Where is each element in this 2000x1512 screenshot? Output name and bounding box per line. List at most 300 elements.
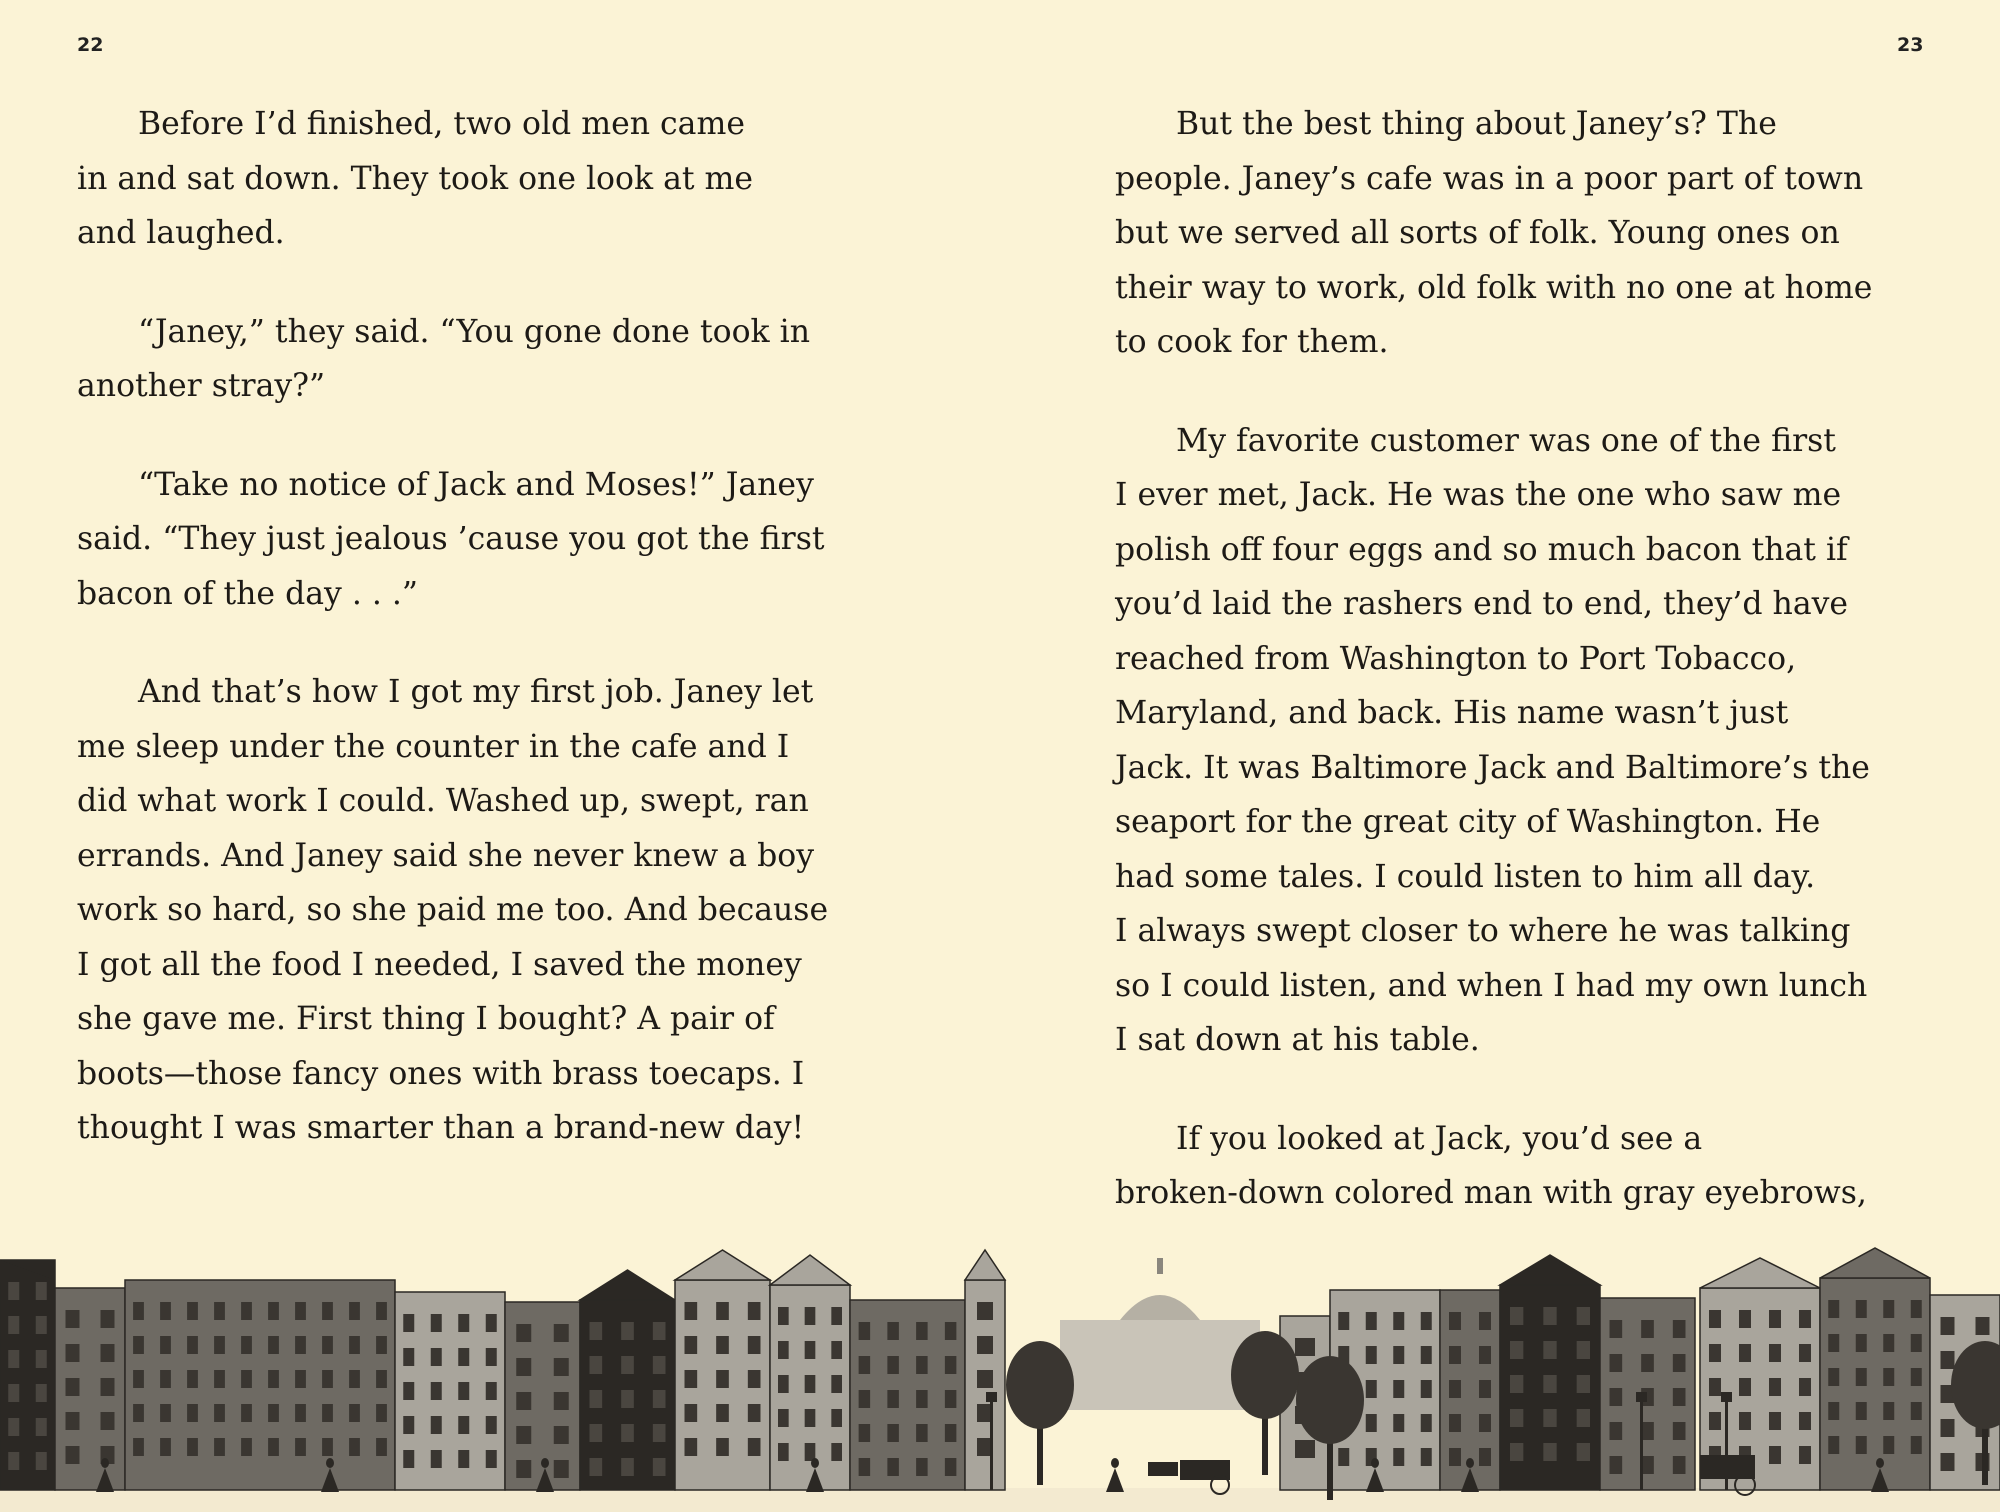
text-line: Before I’d finished, two old men came bbox=[138, 106, 745, 142]
window bbox=[1338, 1448, 1349, 1466]
window bbox=[349, 1336, 360, 1354]
window bbox=[1510, 1307, 1523, 1325]
window bbox=[1769, 1378, 1781, 1396]
window bbox=[1543, 1409, 1556, 1427]
building-roof bbox=[1700, 1258, 1820, 1288]
window bbox=[653, 1322, 666, 1340]
window bbox=[1543, 1443, 1556, 1461]
window bbox=[187, 1336, 198, 1354]
text-line: to cook for them. bbox=[1115, 324, 1389, 360]
figure-head bbox=[1111, 1458, 1119, 1468]
window bbox=[458, 1382, 469, 1400]
window bbox=[685, 1438, 698, 1456]
lamp-head bbox=[986, 1392, 997, 1402]
window bbox=[716, 1302, 729, 1320]
window bbox=[1856, 1436, 1867, 1454]
window bbox=[1366, 1312, 1377, 1330]
window bbox=[376, 1438, 387, 1456]
window bbox=[322, 1302, 333, 1320]
text-line: I always swept closer to where he was talking bbox=[1115, 913, 1851, 949]
window bbox=[101, 1378, 115, 1396]
window bbox=[1856, 1300, 1867, 1318]
window bbox=[621, 1424, 634, 1442]
window bbox=[1673, 1354, 1686, 1372]
window bbox=[1449, 1346, 1461, 1364]
window bbox=[66, 1412, 80, 1430]
capitol-building bbox=[1060, 1320, 1260, 1410]
window bbox=[1449, 1312, 1461, 1330]
window bbox=[376, 1370, 387, 1388]
window bbox=[458, 1314, 469, 1332]
window bbox=[653, 1356, 666, 1374]
lamp-post bbox=[990, 1400, 993, 1490]
window bbox=[1941, 1351, 1955, 1369]
window bbox=[431, 1314, 442, 1332]
window bbox=[403, 1348, 414, 1366]
window bbox=[748, 1438, 761, 1456]
page-number-right: 23 bbox=[1897, 34, 1924, 56]
window bbox=[187, 1438, 198, 1456]
window bbox=[1856, 1334, 1867, 1352]
window bbox=[1799, 1412, 1811, 1430]
window bbox=[1421, 1312, 1432, 1330]
window bbox=[1709, 1412, 1721, 1430]
window bbox=[805, 1307, 816, 1325]
window bbox=[1828, 1436, 1839, 1454]
window bbox=[1769, 1344, 1781, 1362]
text-line: bacon of the day . . .” bbox=[77, 575, 419, 612]
text-line: so I could listen, and when I had my own lunch bbox=[1115, 967, 1868, 1004]
figure-head bbox=[1371, 1458, 1379, 1468]
paragraph bbox=[1115, 1112, 1975, 1221]
window bbox=[1577, 1307, 1590, 1325]
text-line: another stray?” bbox=[77, 368, 326, 404]
window bbox=[1739, 1412, 1751, 1430]
window bbox=[778, 1375, 789, 1393]
paragraph bbox=[77, 665, 907, 1156]
window bbox=[1610, 1354, 1623, 1372]
window bbox=[554, 1460, 569, 1478]
building-roof bbox=[1500, 1255, 1600, 1285]
window bbox=[8, 1384, 19, 1402]
window bbox=[748, 1404, 761, 1422]
figure-head bbox=[1466, 1458, 1474, 1468]
window bbox=[431, 1416, 442, 1434]
window bbox=[376, 1336, 387, 1354]
window bbox=[241, 1336, 252, 1354]
tree-canopy bbox=[1231, 1331, 1299, 1419]
window bbox=[1911, 1300, 1922, 1318]
window bbox=[831, 1307, 842, 1325]
building-roof bbox=[580, 1270, 675, 1300]
window bbox=[160, 1404, 171, 1422]
window bbox=[295, 1438, 306, 1456]
window bbox=[101, 1310, 115, 1328]
window bbox=[187, 1370, 198, 1388]
window bbox=[1673, 1388, 1686, 1406]
text-line: But the best thing about Janey’s? The bbox=[1176, 106, 1777, 142]
window bbox=[322, 1438, 333, 1456]
window bbox=[516, 1392, 531, 1410]
window bbox=[295, 1370, 306, 1388]
window bbox=[1479, 1414, 1491, 1432]
window bbox=[685, 1404, 698, 1422]
text-line: I got all the food I needed, I saved the money bbox=[77, 946, 802, 983]
window bbox=[554, 1358, 569, 1376]
window bbox=[805, 1375, 816, 1393]
window bbox=[748, 1302, 761, 1320]
window bbox=[241, 1404, 252, 1422]
window bbox=[945, 1322, 957, 1340]
window bbox=[8, 1418, 19, 1436]
window bbox=[1543, 1307, 1556, 1325]
window bbox=[1577, 1341, 1590, 1359]
window bbox=[431, 1450, 442, 1468]
window bbox=[1295, 1338, 1315, 1356]
text-line: and laughed. bbox=[77, 215, 285, 251]
text-line: in and sat down. They took one look at me bbox=[77, 160, 754, 197]
window bbox=[1421, 1346, 1432, 1364]
window bbox=[1739, 1378, 1751, 1396]
window bbox=[859, 1458, 871, 1476]
window bbox=[376, 1302, 387, 1320]
window bbox=[187, 1302, 198, 1320]
window bbox=[1366, 1414, 1377, 1432]
window bbox=[945, 1356, 957, 1374]
text-line: Maryland, and back. His name wasn’t just bbox=[1115, 695, 1789, 731]
window bbox=[554, 1324, 569, 1342]
window bbox=[1510, 1409, 1523, 1427]
window bbox=[1673, 1320, 1686, 1338]
window bbox=[716, 1370, 729, 1388]
window bbox=[1856, 1368, 1867, 1386]
tree-canopy bbox=[1296, 1356, 1364, 1444]
text-line: people. Janey’s cafe was in a poor part of town bbox=[1115, 160, 1864, 197]
window bbox=[1366, 1380, 1377, 1398]
text-line: “Janey,” they said. “You gone done took in bbox=[138, 313, 811, 350]
window bbox=[1479, 1346, 1491, 1364]
window bbox=[214, 1438, 225, 1456]
text-line: boots—those fancy ones with brass toecaps. I bbox=[77, 1055, 805, 1092]
text-line: me sleep under the counter in the cafe and I bbox=[77, 728, 790, 765]
text-line: said. “They just jealous ’cause you got the first bbox=[77, 521, 825, 557]
window bbox=[887, 1322, 899, 1340]
window bbox=[1799, 1446, 1811, 1464]
window bbox=[1641, 1456, 1654, 1474]
window bbox=[160, 1302, 171, 1320]
window bbox=[268, 1302, 279, 1320]
paragraph bbox=[1115, 414, 1975, 1068]
text-line: seaport for the great city of Washington. He bbox=[1115, 804, 1821, 840]
window bbox=[458, 1416, 469, 1434]
window bbox=[778, 1341, 789, 1359]
window bbox=[1911, 1368, 1922, 1386]
text-line: their way to work, old folk with no one at home bbox=[1115, 269, 1873, 306]
window bbox=[945, 1424, 957, 1442]
window bbox=[241, 1370, 252, 1388]
window bbox=[653, 1390, 666, 1408]
window bbox=[101, 1344, 115, 1362]
window bbox=[1338, 1312, 1349, 1330]
window bbox=[831, 1341, 842, 1359]
building-roof bbox=[1820, 1248, 1930, 1278]
window bbox=[36, 1350, 47, 1368]
window bbox=[778, 1409, 789, 1427]
window bbox=[1883, 1368, 1894, 1386]
window bbox=[1673, 1456, 1686, 1474]
window bbox=[376, 1404, 387, 1422]
window bbox=[831, 1443, 842, 1461]
figure-body bbox=[1106, 1468, 1124, 1492]
window bbox=[1883, 1436, 1894, 1454]
window bbox=[1479, 1312, 1491, 1330]
window bbox=[36, 1282, 47, 1300]
window bbox=[1393, 1346, 1404, 1364]
window bbox=[748, 1336, 761, 1354]
window bbox=[1449, 1414, 1461, 1432]
window bbox=[133, 1302, 144, 1320]
window bbox=[1577, 1409, 1590, 1427]
left-page-text bbox=[77, 97, 907, 1200]
building-roof bbox=[675, 1250, 770, 1280]
paragraph bbox=[1115, 97, 1975, 370]
window bbox=[859, 1424, 871, 1442]
tree-canopy bbox=[1006, 1341, 1074, 1429]
window bbox=[685, 1370, 698, 1388]
figure-head bbox=[811, 1458, 819, 1468]
window bbox=[1769, 1310, 1781, 1328]
text-line: work so hard, so she paid me too. And because bbox=[77, 892, 829, 928]
window bbox=[133, 1438, 144, 1456]
window bbox=[945, 1458, 957, 1476]
window bbox=[1828, 1368, 1839, 1386]
window bbox=[295, 1302, 306, 1320]
window bbox=[859, 1322, 871, 1340]
window bbox=[1828, 1300, 1839, 1318]
window bbox=[486, 1416, 497, 1434]
window bbox=[590, 1356, 603, 1374]
window bbox=[748, 1370, 761, 1388]
window bbox=[486, 1450, 497, 1468]
window bbox=[486, 1382, 497, 1400]
figure-head bbox=[326, 1458, 334, 1468]
window bbox=[1709, 1378, 1721, 1396]
window bbox=[1421, 1448, 1432, 1466]
window bbox=[1641, 1422, 1654, 1440]
window bbox=[8, 1282, 19, 1300]
capitol-spire bbox=[1157, 1258, 1163, 1274]
window bbox=[66, 1310, 80, 1328]
text-line: you’d laid the rashers end to end, they’d have bbox=[1115, 586, 1849, 622]
street-scene-illustration bbox=[0, 1240, 2000, 1512]
window bbox=[187, 1404, 198, 1422]
window bbox=[1366, 1346, 1377, 1364]
window bbox=[295, 1336, 306, 1354]
building-roof bbox=[965, 1250, 1005, 1280]
window bbox=[1673, 1422, 1686, 1440]
text-line: My favorite customer was one of the first bbox=[1176, 422, 1836, 459]
window bbox=[887, 1356, 899, 1374]
window bbox=[887, 1458, 899, 1476]
window bbox=[516, 1460, 531, 1478]
window bbox=[1421, 1380, 1432, 1398]
window bbox=[1976, 1317, 1990, 1335]
window bbox=[403, 1450, 414, 1468]
window bbox=[295, 1404, 306, 1422]
window bbox=[349, 1302, 360, 1320]
window bbox=[486, 1314, 497, 1332]
window bbox=[214, 1302, 225, 1320]
window bbox=[1577, 1375, 1590, 1393]
window bbox=[621, 1356, 634, 1374]
horse bbox=[1148, 1462, 1178, 1476]
window bbox=[1610, 1422, 1623, 1440]
window bbox=[66, 1446, 80, 1464]
window bbox=[1577, 1443, 1590, 1461]
window bbox=[1799, 1378, 1811, 1396]
window bbox=[133, 1404, 144, 1422]
window bbox=[554, 1426, 569, 1444]
window bbox=[554, 1392, 569, 1410]
window bbox=[516, 1426, 531, 1444]
window bbox=[268, 1404, 279, 1422]
window bbox=[268, 1438, 279, 1456]
text-line: she gave me. First thing I bought? A pair of bbox=[77, 1001, 775, 1037]
window bbox=[945, 1390, 957, 1408]
window bbox=[268, 1370, 279, 1388]
window bbox=[1510, 1443, 1523, 1461]
window bbox=[887, 1390, 899, 1408]
window bbox=[1449, 1380, 1461, 1398]
window bbox=[486, 1348, 497, 1366]
window bbox=[977, 1336, 993, 1354]
window bbox=[133, 1370, 144, 1388]
text-line: errands. And Janey said she never knew a boy bbox=[77, 837, 814, 874]
window bbox=[831, 1409, 842, 1427]
window bbox=[322, 1370, 333, 1388]
window bbox=[322, 1336, 333, 1354]
window bbox=[8, 1452, 19, 1470]
paragraph bbox=[77, 305, 907, 414]
window bbox=[1828, 1402, 1839, 1420]
window bbox=[1543, 1375, 1556, 1393]
street-ground bbox=[0, 1488, 2000, 1512]
text-line: reached from Washington to Port Tobacco, bbox=[1115, 640, 1797, 677]
window bbox=[916, 1390, 928, 1408]
window bbox=[516, 1358, 531, 1376]
window bbox=[1449, 1448, 1461, 1466]
window bbox=[214, 1370, 225, 1388]
text-line: had some tales. I could listen to him all day. bbox=[1115, 858, 1816, 895]
window bbox=[653, 1424, 666, 1442]
window bbox=[1610, 1388, 1623, 1406]
window bbox=[805, 1341, 816, 1359]
lamp-post bbox=[1640, 1400, 1643, 1490]
window bbox=[36, 1384, 47, 1402]
window bbox=[403, 1382, 414, 1400]
window bbox=[887, 1424, 899, 1442]
window bbox=[241, 1438, 252, 1456]
paragraph bbox=[77, 458, 907, 622]
window bbox=[133, 1336, 144, 1354]
window bbox=[1393, 1414, 1404, 1432]
window bbox=[977, 1370, 993, 1388]
window bbox=[403, 1416, 414, 1434]
window bbox=[1739, 1310, 1751, 1328]
window bbox=[916, 1322, 928, 1340]
window bbox=[1709, 1344, 1721, 1362]
window bbox=[349, 1404, 360, 1422]
window bbox=[1739, 1344, 1751, 1362]
window bbox=[916, 1424, 928, 1442]
window bbox=[1543, 1341, 1556, 1359]
text-line: polish off four eggs and so much bacon that if bbox=[1115, 531, 1848, 568]
window bbox=[1641, 1354, 1654, 1372]
window bbox=[431, 1348, 442, 1366]
window bbox=[66, 1344, 80, 1362]
window bbox=[977, 1302, 993, 1320]
window bbox=[1393, 1448, 1404, 1466]
window bbox=[1769, 1446, 1781, 1464]
window bbox=[516, 1324, 531, 1342]
window bbox=[1295, 1440, 1315, 1458]
window bbox=[1941, 1317, 1955, 1335]
window bbox=[859, 1390, 871, 1408]
window bbox=[1828, 1334, 1839, 1352]
window bbox=[716, 1438, 729, 1456]
window bbox=[322, 1404, 333, 1422]
window bbox=[621, 1458, 634, 1476]
window bbox=[101, 1412, 115, 1430]
window bbox=[916, 1458, 928, 1476]
window bbox=[160, 1370, 171, 1388]
window bbox=[685, 1336, 698, 1354]
window bbox=[916, 1356, 928, 1374]
window bbox=[859, 1356, 871, 1374]
window bbox=[1911, 1402, 1922, 1420]
building-roof bbox=[770, 1255, 850, 1285]
text-line: Jack. It was Baltimore Jack and Baltimore’s the bbox=[1115, 749, 1870, 786]
window bbox=[1610, 1456, 1623, 1474]
text-line: broken-down colored man with gray eyebrows, bbox=[1115, 1175, 1867, 1211]
window bbox=[241, 1302, 252, 1320]
text-line: but we served all sorts of folk. Young ones on bbox=[1115, 215, 1840, 251]
window bbox=[1769, 1412, 1781, 1430]
window bbox=[36, 1418, 47, 1436]
window bbox=[1883, 1334, 1894, 1352]
figure-head bbox=[101, 1458, 109, 1468]
window bbox=[1941, 1453, 1955, 1471]
text-line: And that’s how I got my first job. Janey let bbox=[138, 674, 814, 710]
window bbox=[590, 1458, 603, 1476]
window bbox=[653, 1458, 666, 1476]
window bbox=[268, 1336, 279, 1354]
window bbox=[685, 1302, 698, 1320]
window bbox=[160, 1336, 171, 1354]
page-number-left: 22 bbox=[77, 34, 104, 56]
window bbox=[778, 1443, 789, 1461]
window bbox=[458, 1348, 469, 1366]
window bbox=[590, 1424, 603, 1442]
window bbox=[831, 1375, 842, 1393]
window bbox=[1641, 1320, 1654, 1338]
text-line: I sat down at his table. bbox=[1115, 1022, 1480, 1058]
window bbox=[403, 1314, 414, 1332]
window bbox=[1421, 1414, 1432, 1432]
window bbox=[1799, 1310, 1811, 1328]
lamp-head bbox=[1636, 1392, 1647, 1402]
window bbox=[458, 1450, 469, 1468]
